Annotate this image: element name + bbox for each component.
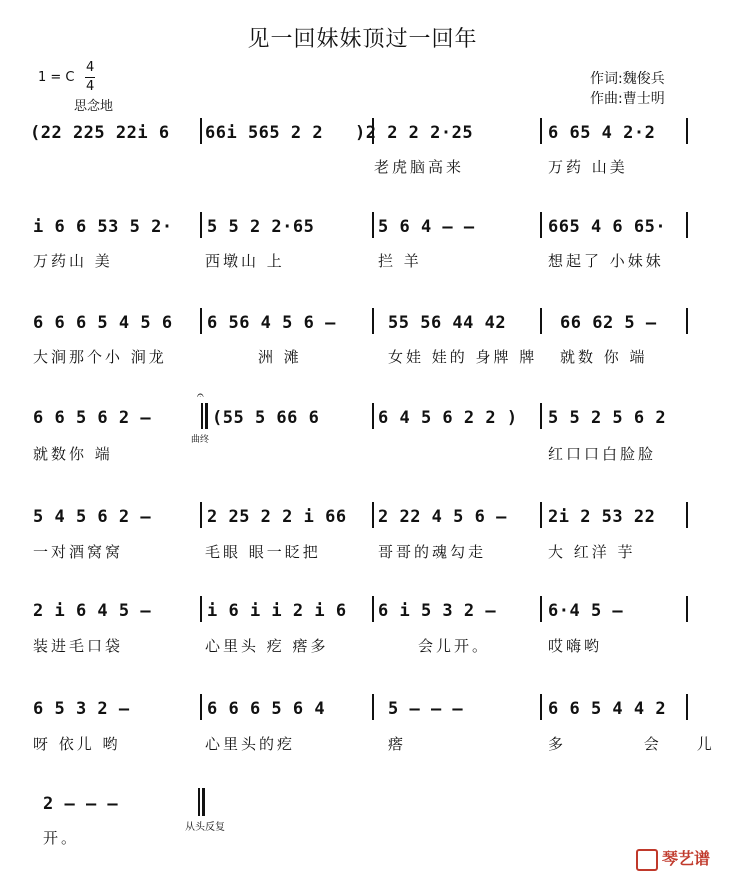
lyric-line: 瘩 — [388, 735, 407, 753]
measure: (22 225 22i 6 — [30, 123, 170, 143]
da-capo-marking: 从头反复 — [185, 822, 225, 833]
barline — [372, 403, 374, 429]
measure: 6 5 3 2 – — [33, 699, 130, 719]
logo-icon — [636, 849, 658, 871]
lyric-line: 拦 羊 — [378, 252, 422, 270]
measure: 2i 2 53 22 — [548, 507, 656, 527]
lyric-line: 呀 依儿 哟 — [33, 735, 121, 753]
time-signature-bottom: 4 — [86, 79, 95, 94]
lyric-line: 万药 山美 — [548, 158, 628, 176]
measure: i 6 6 53 5 2· — [33, 217, 173, 237]
composer-credit: 作曲:曹士明 — [590, 91, 665, 107]
barline — [200, 308, 202, 334]
lyric-line: 会儿开。 — [418, 637, 491, 655]
barline — [686, 212, 688, 238]
measure: 6 56 4 5 6 – — [207, 313, 336, 333]
lyric-line: 红口口白脸脸 — [548, 445, 657, 463]
measure: 5 5 2 5 6 2 — [548, 408, 667, 428]
lyric-line: 西墩山 上 — [205, 252, 285, 270]
measure: 6 6 5 6 2 – — [33, 408, 152, 428]
lyric-line: 女娃 娃的 身牌 牌 — [388, 348, 538, 366]
lyric-line: 多 会儿 — [548, 735, 750, 753]
barline — [540, 694, 542, 720]
barline — [540, 118, 542, 144]
page-title: 见一回妹妹顶过一回年 — [247, 27, 478, 52]
measure: 5 – – – — [388, 699, 464, 719]
measure: 665 4 6 65· — [548, 217, 667, 237]
barline — [372, 308, 374, 334]
lyric-line: 就数 你 端 — [560, 348, 648, 366]
lyric-line: 哎嗨哟 — [548, 637, 603, 655]
barline — [372, 694, 374, 720]
measure: i 6 i i 2 i 6 — [207, 601, 347, 621]
measure: 66 62 5 – — [560, 313, 657, 333]
lyric-line: 哥哥的魂勾走 — [378, 543, 487, 561]
lyric-line: 开。 — [43, 829, 80, 847]
lyric-line: 毛眼 眼一眨把 — [205, 543, 321, 561]
measure: 66i 565 2 2 — [205, 123, 324, 143]
barline — [372, 596, 374, 622]
measure: (55 5 66 6 — [212, 408, 320, 428]
barline — [540, 502, 542, 528]
barline — [686, 308, 688, 334]
fermata-icon: 𝄐 — [197, 388, 204, 402]
barline — [540, 212, 542, 238]
repeat-barline-thick — [205, 403, 208, 429]
lyric-line: 装进毛口袋 — [33, 637, 124, 655]
lyric-line: 万药山 美 — [33, 252, 113, 270]
watermark-text: 琴艺谱 — [662, 849, 711, 868]
barline — [686, 596, 688, 622]
measure: 5 4 5 6 2 – — [33, 507, 152, 527]
measure: 6 6 6 5 4 5 6 — [33, 313, 173, 333]
barline — [200, 502, 202, 528]
barline — [540, 596, 542, 622]
lyric-line: 大涧那个小 涧龙 — [33, 348, 167, 366]
measure: 6·4 5 – — [548, 601, 624, 621]
measure: 55 56 44 42 — [388, 313, 507, 333]
lyric-line: 心里头的疙 — [205, 735, 296, 753]
time-signature-top: 4 — [86, 60, 95, 75]
barline — [200, 694, 202, 720]
barline — [540, 308, 542, 334]
barline — [686, 118, 688, 144]
lyric-line: 大 红洋 芋 — [548, 543, 636, 561]
barline — [540, 403, 542, 429]
measure: 2 22 4 5 6 – — [378, 507, 507, 527]
measure: 6 4 5 6 2 2 ) — [378, 408, 518, 428]
lyric-line: 一对酒窝窝 — [33, 543, 124, 561]
measure: 6 6 5 4 4 2 — [548, 699, 667, 719]
fine-marking: 曲终 — [191, 435, 210, 445]
barline — [372, 212, 374, 238]
barline — [200, 596, 202, 622]
lyric-line: 洲 滩 — [258, 348, 302, 366]
key-signature: 1 = C — [38, 70, 75, 85]
barline — [372, 502, 374, 528]
barline — [200, 212, 202, 238]
lyricist-credit: 作词:魏俊兵 — [590, 71, 665, 87]
measure: 2 i 6 4 5 – — [33, 601, 152, 621]
barline — [686, 502, 688, 528]
measure: 5 5 2 2·65 — [207, 217, 315, 237]
lyric-line: 老虎脑高来 — [374, 158, 465, 176]
lyric-line: 想起了 小妹妹 — [548, 252, 664, 270]
repeat-barline — [201, 403, 203, 429]
measure: 6 i 5 3 2 – — [378, 601, 497, 621]
time-signature-divider — [85, 77, 95, 78]
measure: 2 – – – — [43, 794, 119, 814]
barline — [686, 694, 688, 720]
final-barline-thin — [198, 788, 200, 816]
measure: 5 6 4 – – — [378, 217, 475, 237]
lyric-line: 就数你 端 — [33, 445, 113, 463]
final-barline-thick — [202, 788, 205, 816]
barline — [200, 118, 202, 144]
watermark-logo — [636, 846, 710, 871]
measure: 6 65 4 2·2 — [548, 123, 656, 143]
lyric-line: 心里头 疙 瘩多 — [205, 637, 329, 655]
tempo-marking: 思念地 — [74, 99, 114, 114]
measure: 2 25 2 2 i 66 — [207, 507, 347, 527]
measure: 6 6 6 5 6 4 — [207, 699, 326, 719]
measure: )2 2 2 2·25 — [355, 123, 474, 143]
